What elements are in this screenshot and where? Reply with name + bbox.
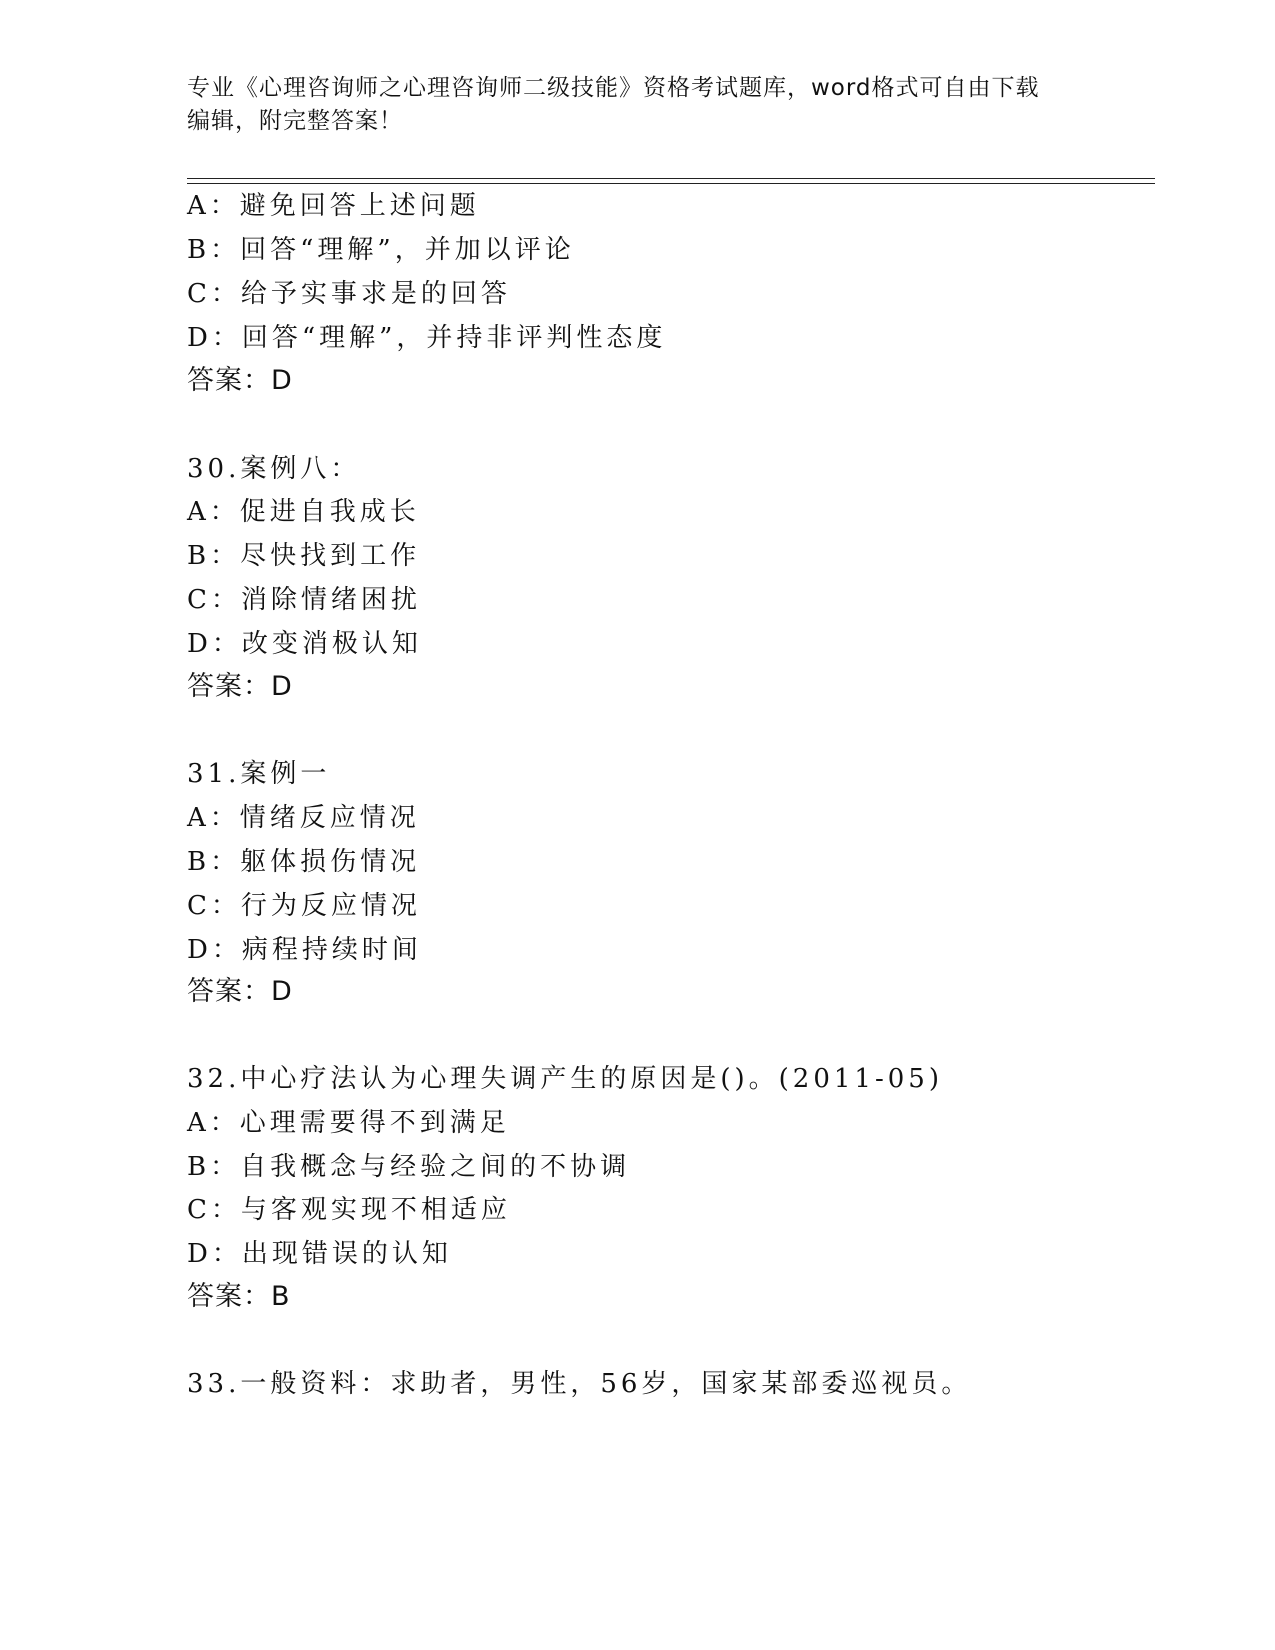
option-b: B：自我概念与经验之间的不协调 [187,1152,631,1182]
option-d: D：回答“理解”，并持非评判性态度 [187,323,667,353]
option-d: D：出现错误的认知 [187,1239,452,1269]
option-b: B：回答“理解”，并加以评论 [187,235,575,265]
question-title: 33.一般资料：求助者，男性，56岁，国家某部委巡视员。 [187,1369,972,1399]
option-a: A：避免回答上述问题 [187,191,480,221]
option-b: B：尽快找到工作 [187,541,421,571]
option-a: A：心理需要得不到满足 [187,1108,510,1138]
option-d: D：改变消极认知 [187,629,422,659]
question-title: 30.案例八： [187,454,361,484]
question-title: 31.案例一 [187,759,331,789]
option-c: C：行为反应情况 [187,891,421,921]
answer-label: 答案：B [187,1281,291,1312]
answer-label: 答案：D [187,976,293,1007]
header-divider-top [187,178,1155,179]
option-d: D：病程持续时间 [187,935,422,965]
option-c: C：消除情绪困扰 [187,585,421,615]
question-title: 32.中心疗法认为心理失调产生的原因是()。(2011-05) [187,1064,943,1094]
header-line-2: 编辑，附完整答案！ [187,108,403,134]
option-a: A：促进自我成长 [187,497,420,527]
answer-label: 答案：D [187,671,293,702]
option-c: C：给予实事求是的回答 [187,279,511,309]
header-line-1: 专业《心理咨询师之心理咨询师二级技能》资格考试题库，word格式可自由下载 [187,75,1040,101]
header-divider-bottom [187,183,1155,184]
document-header [187,72,1087,138]
option-c: C：与客观实现不相适应 [187,1195,511,1225]
option-b: B：躯体损伤情况 [187,847,421,877]
option-a: A：情绪反应情况 [187,803,420,833]
answer-label: 答案：D [187,365,293,396]
